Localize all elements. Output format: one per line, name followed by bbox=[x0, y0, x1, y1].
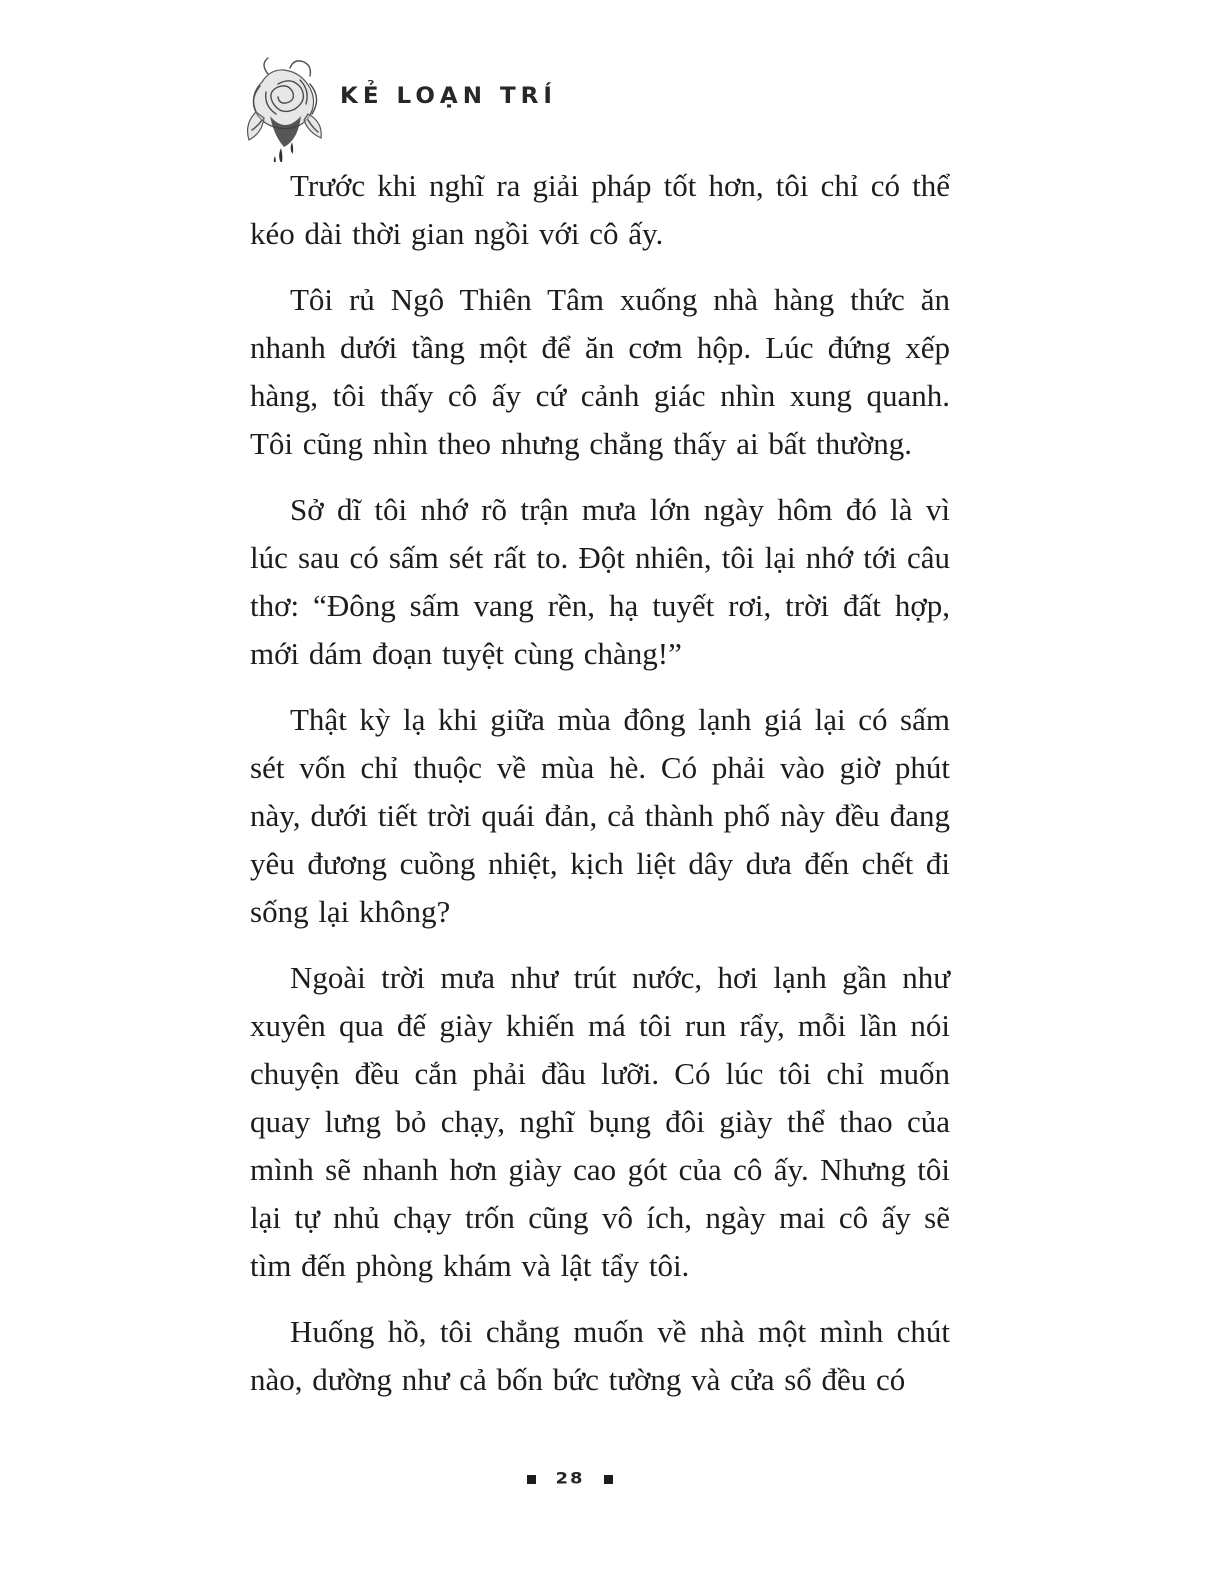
page-footer bbox=[250, 1470, 890, 1488]
page-number: 28 bbox=[555, 1469, 585, 1488]
paragraph: Trước khi nghĩ ra giải pháp tốt hơn, tôi chỉ có thể kéo dài thời gian ngồi với cô ấy. bbox=[250, 168, 950, 251]
rose-sketch-icon bbox=[240, 52, 330, 162]
page-header bbox=[240, 52, 557, 162]
chapter-title: KẺ LOẠN TRÍ bbox=[340, 84, 557, 109]
paragraph: Huống hồ, tôi chẳng muốn về nhà một mình chút nào, dường như cả bốn bức tường và cửa sổ đều có bbox=[250, 1314, 950, 1397]
body-text bbox=[250, 162, 950, 1422]
paragraph: Ngoài trời mưa như trút nước, hơi lạnh gần như xuyên qua đế giày khiến má tôi run rẩy, mỗi lần nói chuyện đều cắn phải đầu lưỡi. Có lúc tôi chỉ muốn quay lưng bỏ chạy, nghĩ bụng đôi giày thể thao của mình sẽ nhanh hơn giày cao gót của cô ấy. Nhưng tôi lại tự nhủ chạy trốn cũng vô ích, ngày mai cô ấy sẽ tìm đến phòng khám và lật tẩy tôi. bbox=[250, 960, 950, 1283]
paragraph: Tôi rủ Ngô Thiên Tâm xuống nhà hàng thức ăn nhanh dưới tầng một để ăn cơm hộp. Lúc đứng xếp hàng, tôi thấy cô ấy cứ cảnh giác nhìn xung quanh. Tôi cũng nhìn theo nhưng chẳng thấy ai bất thường. bbox=[250, 282, 950, 461]
paragraph: Sở dĩ tôi nhớ rõ trận mưa lớn ngày hôm đó là vì lúc sau có sấm sét rất to. Đột nhiên, tôi lại nhớ tới câu thơ: “Đông sấm vang rền, hạ tuyết rơi, trời đất hợp, mới dám đoạn tuyệt cùng chàng!” bbox=[250, 492, 950, 671]
footer-ornament-square bbox=[527, 1475, 536, 1484]
footer-ornament-square bbox=[604, 1475, 613, 1484]
paragraph: Thật kỳ lạ khi giữa mùa đông lạnh giá lại có sấm sét vốn chỉ thuộc về mùa hè. Có phải vào giờ phút này, dưới tiết trời quái đản, cả thành phố này đều đang yêu đương cuồng nhiệt, kịch liệt dây dưa đến chết đi sống lại không? bbox=[250, 702, 950, 929]
